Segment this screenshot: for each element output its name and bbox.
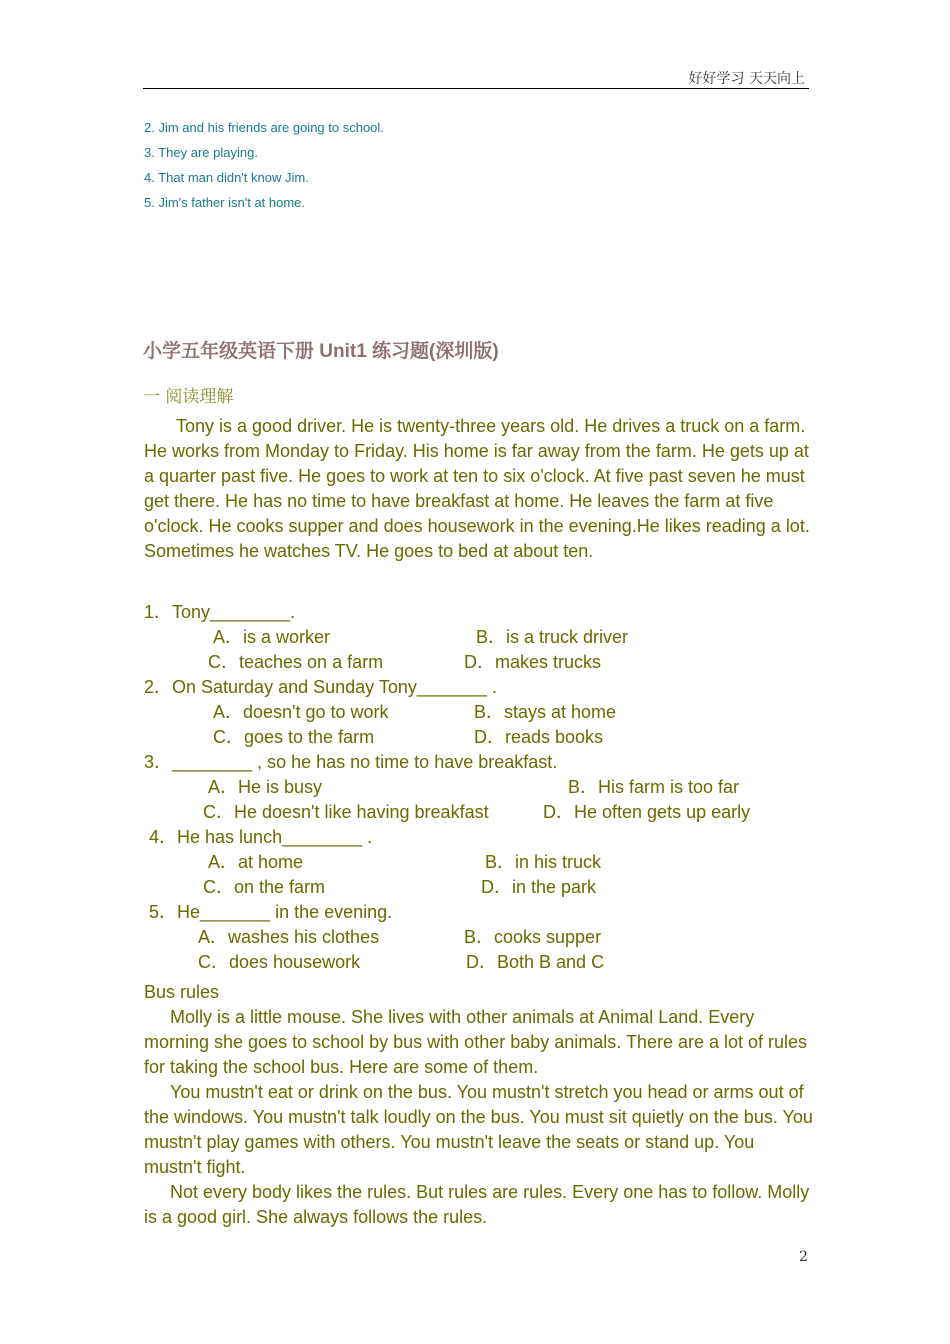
reading-passage-2 [144,980,814,1230]
passage-paragraph: Molly is a little mouse. She lives with other animals at Animal Land. Every morning she goes to school by bus with other baby animals. There are a lot of rules for taking the school bus. Here are some of them. [144,1007,808,1077]
option-b: B．His farm is too far [568,777,740,797]
passage-paragraph: Not every body likes the rules. But rules are rules. Every one has to follow. Molly is a good girl. She always follows the rules. [144,1182,810,1227]
question-stem: 1．Tony________. [144,602,296,622]
option-c: C．does housework [198,952,361,972]
section-heading: 一 阅读理解 [143,387,234,407]
option-a: A．doesn't go to work [213,702,389,722]
option-a: A．at home [208,852,304,872]
answer-line: 2. Jim and his friends are going to school. [144,120,384,135]
option-d: D．He often gets up early [543,802,751,822]
option-c: C．goes to the farm [213,727,375,747]
option-d: D．in the park [481,877,597,897]
passage-paragraph: You mustn't eat or drink on the bus. You mustn't stretch you head or arms out of the windows. You mustn't talk loudly on the bus. You must sit quietly on the bus. You mustn't play games with others. You mustn't leave the seats or stand up. You mustn't fight. [144,1082,813,1177]
answer-line: 3. They are playing. [144,145,258,160]
page-number: 2 [799,1249,808,1265]
option-a: A．washes his clothes [198,927,380,947]
option-d: D．reads books [474,727,604,747]
page-header: 好好学习 天天向上 [688,71,805,87]
option-b: B．stays at home [474,702,617,722]
passage-paragraph: Tony is a good driver. He is twenty-three years old. He drives a truck on a farm. He works from Monday to Friday. His home is far away from the farm. He gets up at a quarter past five. He goes to work at ten to six o'clock. At five past seven he must get there. He has no time to have breakfast at home. He leaves the farm at five o'clock. He cooks supper and does housework in the evening.He likes reading a lot. Sometimes he watches TV. He goes to bed at about ten. [144,416,810,561]
passage-title: Bus rules [144,982,220,1002]
reading-passage-1 [144,414,814,564]
option-d: D．Both B and C [466,952,605,972]
question-stem: 5．He_______ in the evening. [149,902,393,922]
option-b: B．is a truck driver [476,627,629,647]
option-a: A．is a worker [213,627,331,647]
header-divider [143,88,809,89]
option-b: B．cooks supper [464,927,602,947]
option-d: D．makes trucks [464,652,602,672]
question-stem: 2．On Saturday and Sunday Tony_______ . [144,677,497,697]
option-c: C．on the farm [203,877,326,897]
option-a: A．He is busy [208,777,323,797]
option-c: C．He doesn't like having breakfast [203,802,489,822]
answer-line: 4. That man didn't know Jim. [144,170,309,185]
option-c: C．teaches on a farm [208,652,384,672]
answer-line: 5. Jim's father isn't at home. [144,195,306,210]
option-b: B．in his truck [485,852,602,872]
question-stem: 4．He has lunch________ . [149,827,373,847]
worksheet-title: 小学五年级英语下册 Unit1 练习题(深圳版) [143,341,499,362]
question-stem: 3．________ , so he has no time to have breakfast. [144,752,558,772]
